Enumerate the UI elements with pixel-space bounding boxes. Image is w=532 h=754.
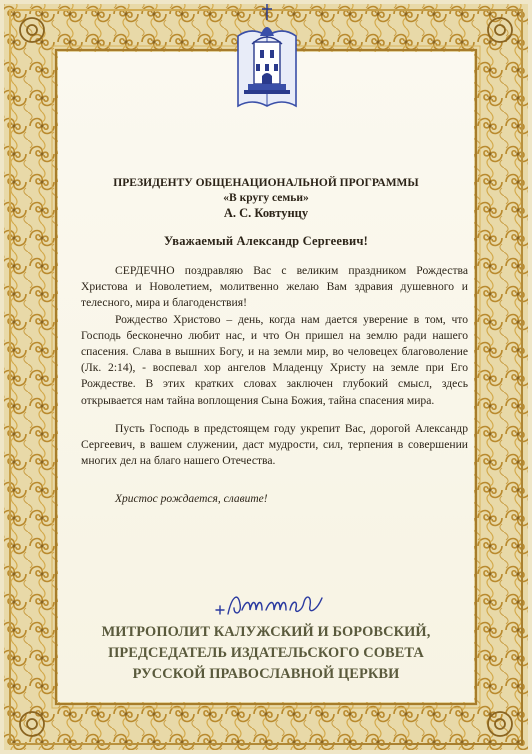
- letter-text: [81, 263, 468, 469]
- signer-church: РУССКОЙ ПРАВОСЛАВНОЙ ЦЕРКВИ: [132, 666, 400, 682]
- closing-phrase: Христос рождается, славите!: [115, 493, 268, 505]
- church-emblem-icon: [236, 2, 298, 110]
- paragraph-greeting: СЕРДЕЧНО поздравляю Вас с великим праздником Рождества Христова и Новолетием, молитвенно желаю Вам здравия душевного и телесного, мира и благоденствия!: [81, 264, 468, 310]
- addressee-block: [90, 176, 442, 221]
- paragraph-nativity: Рождество Христово – день, когда нам дается уверение в том, что Господь бесконечно любит нас, и что Он пришел на землю ради нашего спасения. Слава в вышних Богу, и на земли мир, во человецех благоволение (Лк. 2:14), - воспевал хор ангелов Младенцу Христу на земле при Его Рождестве. В этих кратких словах заключен глубокий смысл, здесь открывается нам тайна воплощения Сына Божия, тайна спасения мира.: [81, 312, 468, 407]
- addressee-program: «В кругу семьи»: [223, 192, 309, 204]
- addressee-name: А. С. Ковтунцу: [223, 206, 309, 220]
- handwritten-signature: [212, 588, 330, 622]
- addressee-title: ПРЕЗИДЕНТУ ОБЩЕНАЦИОНАЛЬНОЙ ПРОГРАММЫ: [113, 177, 419, 189]
- signer-block: [66, 622, 466, 685]
- salutation: Уважаемый Александр Сергеевич!: [163, 234, 369, 248]
- signer-title: МИТРОПОЛИТ КАЛУЖСКИЙ И БОРОВСКИЙ,: [101, 624, 431, 640]
- signer-position: ПРЕДСЕДАТЕЛЬ ИЗДАТЕЛЬСКОГО СОВЕТА: [108, 645, 424, 661]
- paragraph-wishes: Пусть Господь в предстоящем году укрепит Вас, дорогой Александр Сергеевич, в вашем служении, даст мудрости, сил, терпения в совершении многих дел на благо нашего Отечества.: [81, 421, 468, 468]
